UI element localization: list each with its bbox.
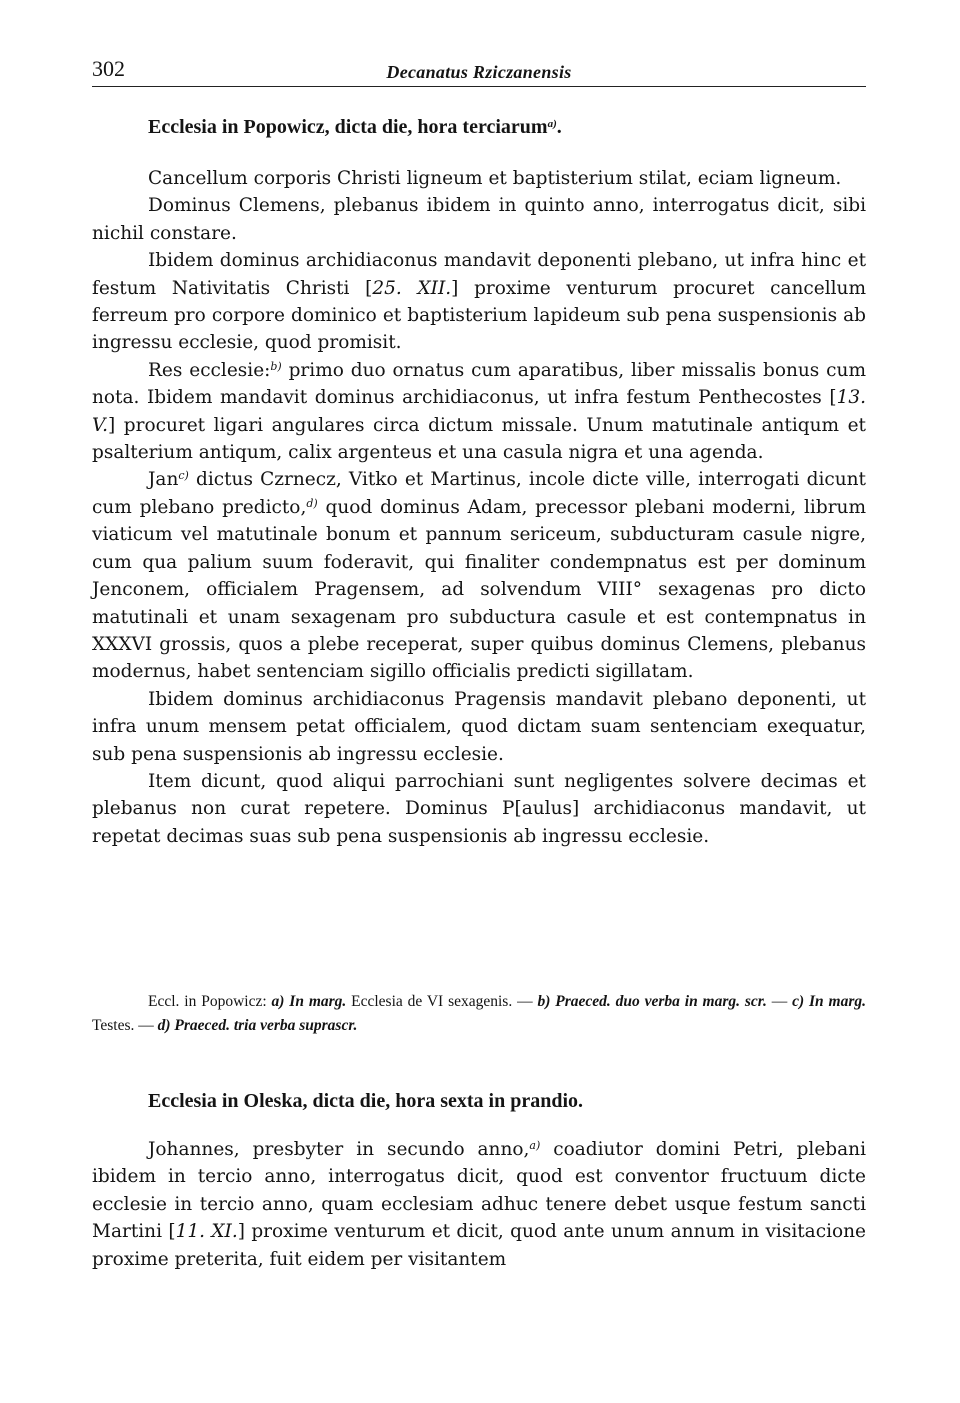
paragraph: Ibidem dominus archidiaconus mandavit deponenti plebano, ut infra hinc et festum Nativitatis Christi [25. XII.] proxime venturum procuret cancellum ferreum pro corpore dominico et baptisterium lapideum sub pena suspensionis ab ingressu ecclesie, quod promisit.: [92, 250, 866, 354]
paragraph: Jan$^{c)}$ dictus Czrnecz, Vitko et Martinus, incole dicte ville, interrogati dicunt cum plebano predicto,$^{d)}$ quod dominus Adam, precessor plebani moderni, librum viaticum vel matutinale bonum et pannum sericeum, subducturam casule nigre, cum qua palium suum foderavit, qui finaliter condempnatus est per dominum Jenconem, officialem Pragensem, ad solvendum VIII° sexagenas pro dicto matutinali et unam sexagenam pro subductura casule et est contempnatus in XXXVI grossis, quos a plebe receperat, super quibus dominus Clemens, plebanus modernus, habet sentenciam sigillo officialis predicti sigillatam.: [92, 469, 866, 683]
footnote-marker: a): [529, 1139, 541, 1152]
paragraph: Cancellum corporis Christi ligneum et baptisterium stilat, eciam ligneum.: [148, 168, 842, 189]
paragraph: Res ecclesie:$^{b)}$ primo duo ornatus cum aparatibus, liber missalis bonus cum nota. Ibidem mandavit dominus archidiaconus, ut infra festum Penthecostes [13. V.] procuret ligari angulares circa dictum missale. Unum matutinale antiqum et psalterium antiqum, calix argenteus et una casula nigra et una agenda.: [92, 359, 866, 464]
section-heading-oleska: Ecclesia in Oleska, dicta die, hora sexta in prandio.: [148, 1090, 584, 1112]
footnote-marker: a): [547, 118, 557, 130]
footnote-line: Eccl. in Popowicz: a) In marg. Ecclesia de VI sexagenis. — b) Praeced. duo verba in marg. scr. — c) In marg. Testes. — d) Praeced. tria verba suprascr.: [92, 993, 866, 1034]
section-body-popowicz: [92, 165, 866, 850]
footnotes: [92, 990, 866, 1038]
page-header: [92, 56, 866, 87]
paragraph: Item dicunt, quod aliqui parrochiani sunt negligentes solvere decimas et plebanus non curat repetere. Dominus P[aulus] archidiaconus mandavit, ut repetat decimas suas sub pena suspensionis ab ingressu ecclesie.: [92, 770, 866, 847]
section-body-oleska: [92, 1136, 866, 1273]
paragraph: Johannes, presbyter in secundo anno,$^{a)}$ coadiutor domini Petri, plebani ibidem in tercio anno, interrogatus dicit, quod est conventor fructuum dicte ecclesie in tercio anno, quam ecclesiam adhuc tenere debet usque festum sancti Martini [11. XI.] proxime venturum et dicit, quod ante unum annum in visitacione proxime preterita, fuit eidem per visitantem: [92, 1139, 866, 1270]
footnote-marker: c): [178, 469, 189, 483]
footnote-marker: d): [306, 496, 318, 510]
footnote-marker: b): [270, 359, 282, 373]
running-title: Decanatus Rziczanensis: [386, 62, 572, 82]
paragraph: Ibidem dominus archidiaconus Pragensis mandavit plebano deponenti, ut infra unum mensem petat officialem, quod dictam suam sentenciam exequatur, sub pena suspensionis ab ingressu ecclesie.: [92, 688, 866, 765]
paragraph: Dominus Clemens, plebanus ibidem in quinto anno, interrogatus dicit, sibi nichil constare.: [92, 195, 866, 244]
page-number: 302: [92, 56, 125, 81]
section-heading-popowicz: Ecclesia in Popowicz, dicta die, hora terciarum$^{a)}$.: [148, 116, 562, 138]
